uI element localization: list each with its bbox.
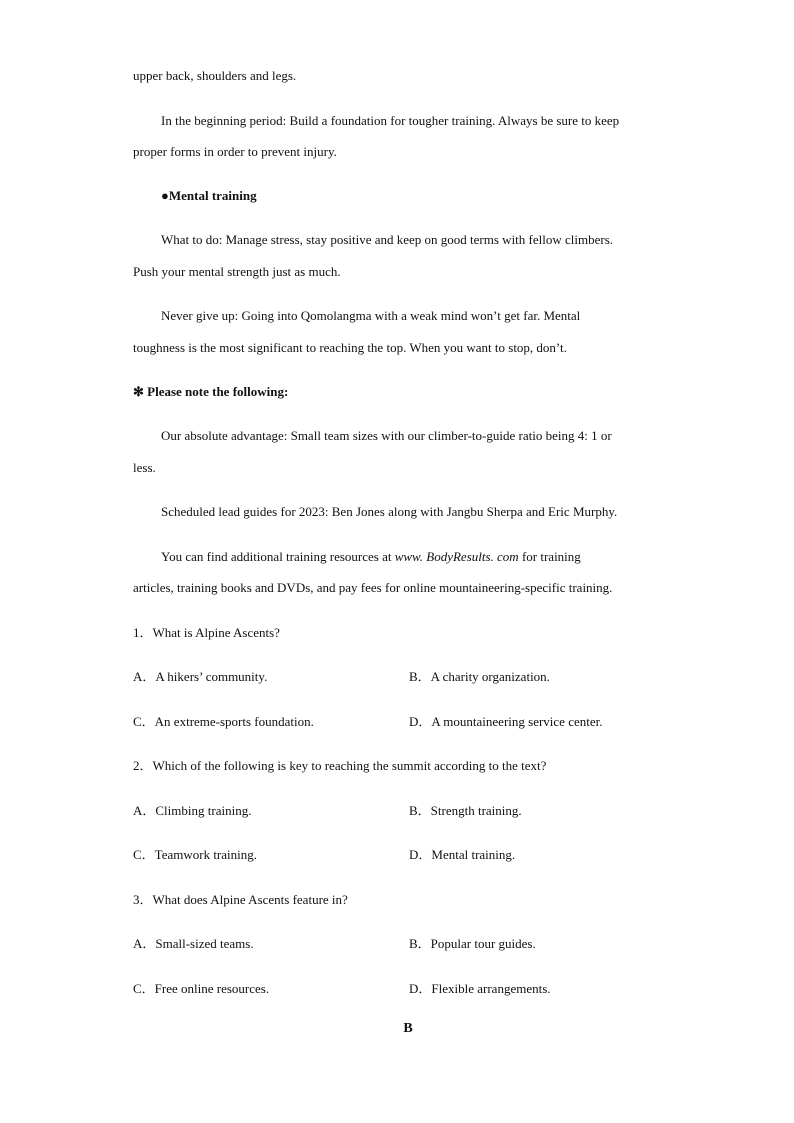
option-a: A．Climbing training. (133, 803, 252, 818)
section-heading-mental-training: ●Mental training (161, 188, 257, 203)
paragraph-line: In the beginning period: Build a foundation for tougher training. Always be sure to keep (161, 113, 620, 128)
paragraph-line: articles, training books and DVDs, and pay fees for online mountaineering-specific training. (133, 580, 613, 595)
paragraph-line: Never give up: Going into Qomolangma with a weak mind won’t get far. Mental (161, 308, 581, 323)
paragraph-line: proper forms in order to prevent injury. (133, 144, 337, 159)
website-url: www. BodyResults. com (394, 549, 519, 564)
text-span: You can find additional training resources at (161, 549, 395, 564)
option-b: B．Strength training. (409, 803, 522, 818)
option-b: B．Popular tour guides. (409, 936, 536, 951)
option-c: C．Teamwork training. (133, 847, 258, 862)
question-stem: 3．What does Alpine Ascents feature in? (133, 892, 348, 907)
paragraph-line: Push your mental strength just as much. (133, 264, 341, 279)
option-d: D．A mountaineering service center. (409, 714, 603, 729)
question-stem: 1．What is Alpine Ascents? (133, 625, 280, 640)
paragraph-line: What to do: Manage stress, stay positive and keep on good terms with fellow climbers. (161, 232, 614, 247)
option-b: B．A charity organization. (409, 669, 550, 684)
paragraph-line (161, 549, 581, 565)
option-d: D．Mental training. (409, 847, 516, 862)
text-span: for training (518, 549, 581, 564)
paragraph-line: Scheduled lead guides for 2023: Ben Jones along with Jangbu Sherpa and Eric Murphy. (161, 504, 618, 519)
option-a: A．A hikers’ community. (133, 669, 268, 684)
option-c: C．An extreme-sports foundation. (133, 714, 314, 729)
question-stem: 2．Which of the following is key to reaching the summit according to the text? (133, 758, 547, 773)
option-c: C．Free online resources. (133, 981, 270, 996)
paragraph-line: upper back, shoulders and legs. (133, 68, 297, 83)
option-d: D．Flexible arrangements. (409, 981, 551, 996)
paragraph-line: less. (133, 460, 156, 475)
section-label: B (403, 1021, 413, 1036)
section-heading-note: ✻ Please note the following: (133, 384, 289, 399)
option-a: A．Small-sized teams. (133, 936, 254, 951)
paragraph-line: toughness is the most significant to reaching the top. When you want to stop, don’t. (133, 340, 567, 355)
paragraph-line: Our absolute advantage: Small team sizes with our climber-to-guide ratio being 4: 1 or (161, 428, 612, 443)
